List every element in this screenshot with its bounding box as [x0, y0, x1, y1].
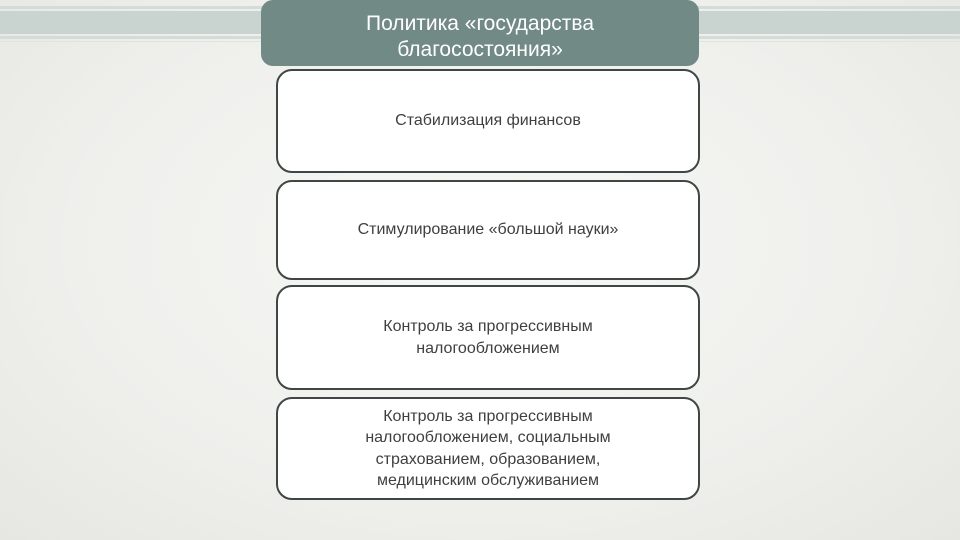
diagram-title-box: [261, 0, 699, 66]
policy-item-text: [383, 316, 593, 360]
policy-item-line: медицинским обслуживанием: [376, 472, 600, 489]
policy-item-line: налогообложением: [416, 339, 560, 357]
policy-item-line: Стабилизация финансов: [395, 112, 581, 129]
policy-item-text: [365, 406, 610, 492]
policy-item-box: [276, 285, 700, 390]
policy-item-line: Стимулирование «большой науки»: [357, 221, 619, 238]
policy-item-box: [276, 397, 700, 500]
policy-item-line: страхованием, образованием,: [375, 450, 601, 468]
policy-item-box: [276, 69, 700, 173]
policy-item-line: Контроль за прогрессивным: [383, 407, 593, 425]
policy-item-box: [276, 180, 700, 280]
title-line-1: Политика «государства: [366, 12, 594, 35]
policy-item-line: налогообложением, социальным: [365, 429, 611, 446]
policy-item-text: [395, 110, 581, 132]
title-line-2: благосостояния»: [397, 38, 563, 61]
policy-item-line: Контроль за прогрессивным: [383, 317, 593, 335]
policy-item-text: [358, 219, 619, 241]
diagram-title: [366, 11, 594, 63]
